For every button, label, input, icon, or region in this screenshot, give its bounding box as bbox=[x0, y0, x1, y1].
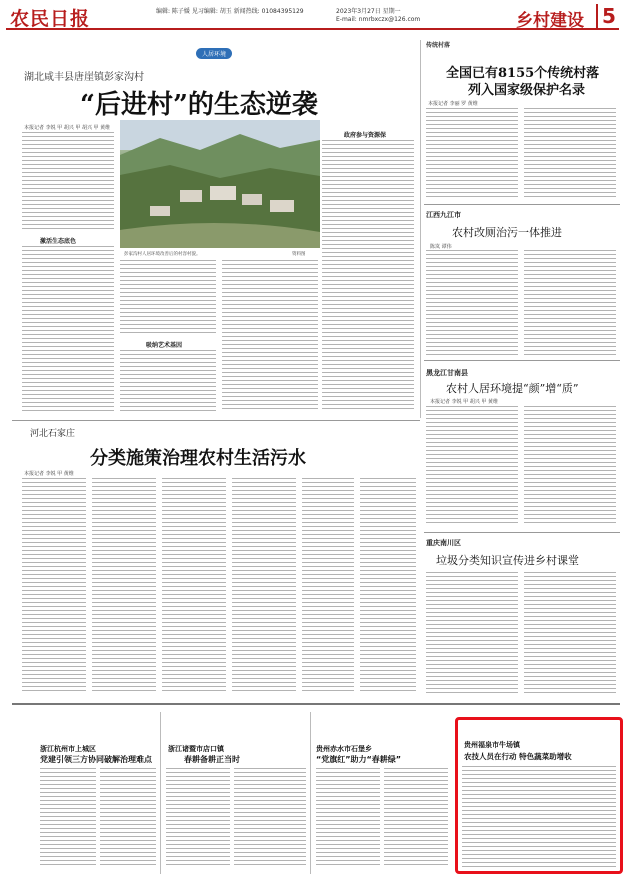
lead-text-col-1b bbox=[22, 246, 114, 411]
middle-text-5 bbox=[302, 478, 354, 693]
middle-text-2 bbox=[92, 478, 156, 693]
lead-subhead: 湖北咸丰县唐崖镇彭家沟村 bbox=[24, 72, 144, 83]
middle-kicker: 河北石家庄 bbox=[30, 429, 76, 439]
right-low-headline: 垃圾分类知识宣传进乡村课堂 bbox=[436, 554, 579, 567]
right-top-byline: 本报记者 李丽 罗 黄维 bbox=[428, 101, 478, 107]
bottom-3-headline: “党旗红”助力“春耕绿” bbox=[316, 755, 402, 764]
middle-headline: 分类施策治理农村生活污水 bbox=[90, 448, 306, 469]
right-low-text-2 bbox=[524, 572, 616, 694]
bottom-divider-2 bbox=[310, 712, 311, 874]
middle-text-6 bbox=[360, 478, 416, 693]
column-divider bbox=[420, 40, 421, 418]
right-mid-headline: 农村改厕治污一体推进 bbox=[452, 226, 562, 239]
right-mid-kicker: 江西九江市 bbox=[426, 211, 461, 219]
middle-text-3 bbox=[162, 478, 226, 693]
bottom-4-kicker: 贵州福泉市牛场镇 bbox=[464, 741, 520, 749]
bottom-4-headline: 农技人员在行动 特色蔬菜助增收 bbox=[464, 752, 572, 761]
newspaper-logo: 农民日报 bbox=[10, 8, 91, 30]
page-number: 5 bbox=[596, 4, 616, 28]
bottom-2-headline: 春耕备耕正当时 bbox=[184, 755, 240, 764]
right-mid-text-1 bbox=[426, 250, 518, 355]
editor-line: 编辑: 陈子媛 见习编辑: 胡玉 新闻热线: 01084395129 bbox=[156, 8, 304, 15]
right-mid-text-2 bbox=[524, 250, 616, 355]
lead-byline: 本报记者 李锐 甲 胡兴 甲 胡兴 甲 黄维 bbox=[24, 125, 111, 131]
lead-subhead-b: 吸纳艺术基因 bbox=[146, 342, 183, 349]
right-mid2-text-2 bbox=[524, 406, 616, 526]
bottom-divider bbox=[12, 703, 620, 705]
middle-byline: 本报记者 李锐 甲 黄维 bbox=[24, 471, 74, 477]
right-divider-3 bbox=[424, 532, 620, 533]
lead-text-col-3 bbox=[222, 260, 318, 412]
email-line: E-mail: nmrbxczx@126.com bbox=[336, 16, 421, 23]
bottom-divider-1 bbox=[160, 712, 161, 874]
bottom-3-text-a bbox=[316, 768, 380, 868]
right-top-text-1 bbox=[426, 108, 518, 198]
right-mid2-kicker: 黑龙江甘南县 bbox=[426, 369, 468, 377]
right-divider-2 bbox=[424, 360, 620, 361]
right-low-text-1 bbox=[426, 572, 518, 694]
section-title: 乡村建设 bbox=[516, 11, 584, 31]
middle-divider bbox=[12, 420, 420, 421]
right-top-headline-2: 列入国家级保护名录 bbox=[468, 83, 586, 98]
right-low-kicker: 重庆南川区 bbox=[426, 539, 461, 547]
lead-subhead-c: 政府参与资源保 bbox=[344, 132, 387, 139]
lead-text-col-4 bbox=[322, 140, 414, 412]
bottom-2-text-a bbox=[166, 768, 230, 868]
bottom-3-text-b bbox=[384, 768, 448, 868]
lead-kicker: 人居环境 bbox=[196, 48, 232, 59]
right-mid-byline: 陈岚 谭伟 bbox=[430, 244, 452, 250]
right-mid2-byline: 本报记者 李锐 甲 胡兴 甲 黄维 bbox=[430, 399, 498, 405]
highlight-box bbox=[455, 717, 623, 874]
bottom-2-kicker: 浙江诸暨市店口镇 bbox=[168, 745, 224, 753]
lead-photo bbox=[120, 120, 320, 248]
right-mid2-text-1 bbox=[426, 406, 518, 526]
right-top-headline-1: 全国已有8155个传统村落 bbox=[446, 66, 600, 81]
right-top-text-2 bbox=[524, 108, 616, 198]
bottom-1-headline: 党建引领三方协同破解治理难点 bbox=[40, 755, 152, 764]
right-top-kicker: 传统村落 bbox=[426, 42, 451, 49]
masthead bbox=[6, 4, 619, 30]
bottom-3-kicker: 贵州赤水市石堡乡 bbox=[316, 745, 372, 753]
lead-text-col-2b bbox=[120, 350, 216, 412]
photo-caption: 彭家沟村人居环境改善后的村容村貌。 bbox=[124, 252, 201, 257]
village-landscape-image bbox=[120, 120, 320, 248]
lead-text-col-1a bbox=[22, 132, 114, 232]
middle-text-4 bbox=[232, 478, 296, 693]
right-mid2-headline: 农村人居环境提“颜”增“质” bbox=[446, 382, 579, 395]
lead-headline: “后进村”的生态逆袭 bbox=[80, 90, 318, 120]
photo-credit: 资料图 bbox=[292, 252, 306, 257]
bottom-1-text-a bbox=[40, 768, 96, 868]
date-line: 2023年3月27日 星期一 bbox=[336, 8, 401, 15]
lead-text-col-2a bbox=[120, 260, 216, 336]
lead-subhead-a: 激活生态底色 bbox=[40, 238, 77, 245]
right-divider-1 bbox=[424, 204, 620, 205]
middle-text-1 bbox=[22, 478, 86, 693]
bottom-1-kicker: 浙江杭州市上城区 bbox=[40, 745, 96, 753]
bottom-1-text-b bbox=[100, 768, 156, 868]
bottom-2-text-b bbox=[234, 768, 306, 868]
